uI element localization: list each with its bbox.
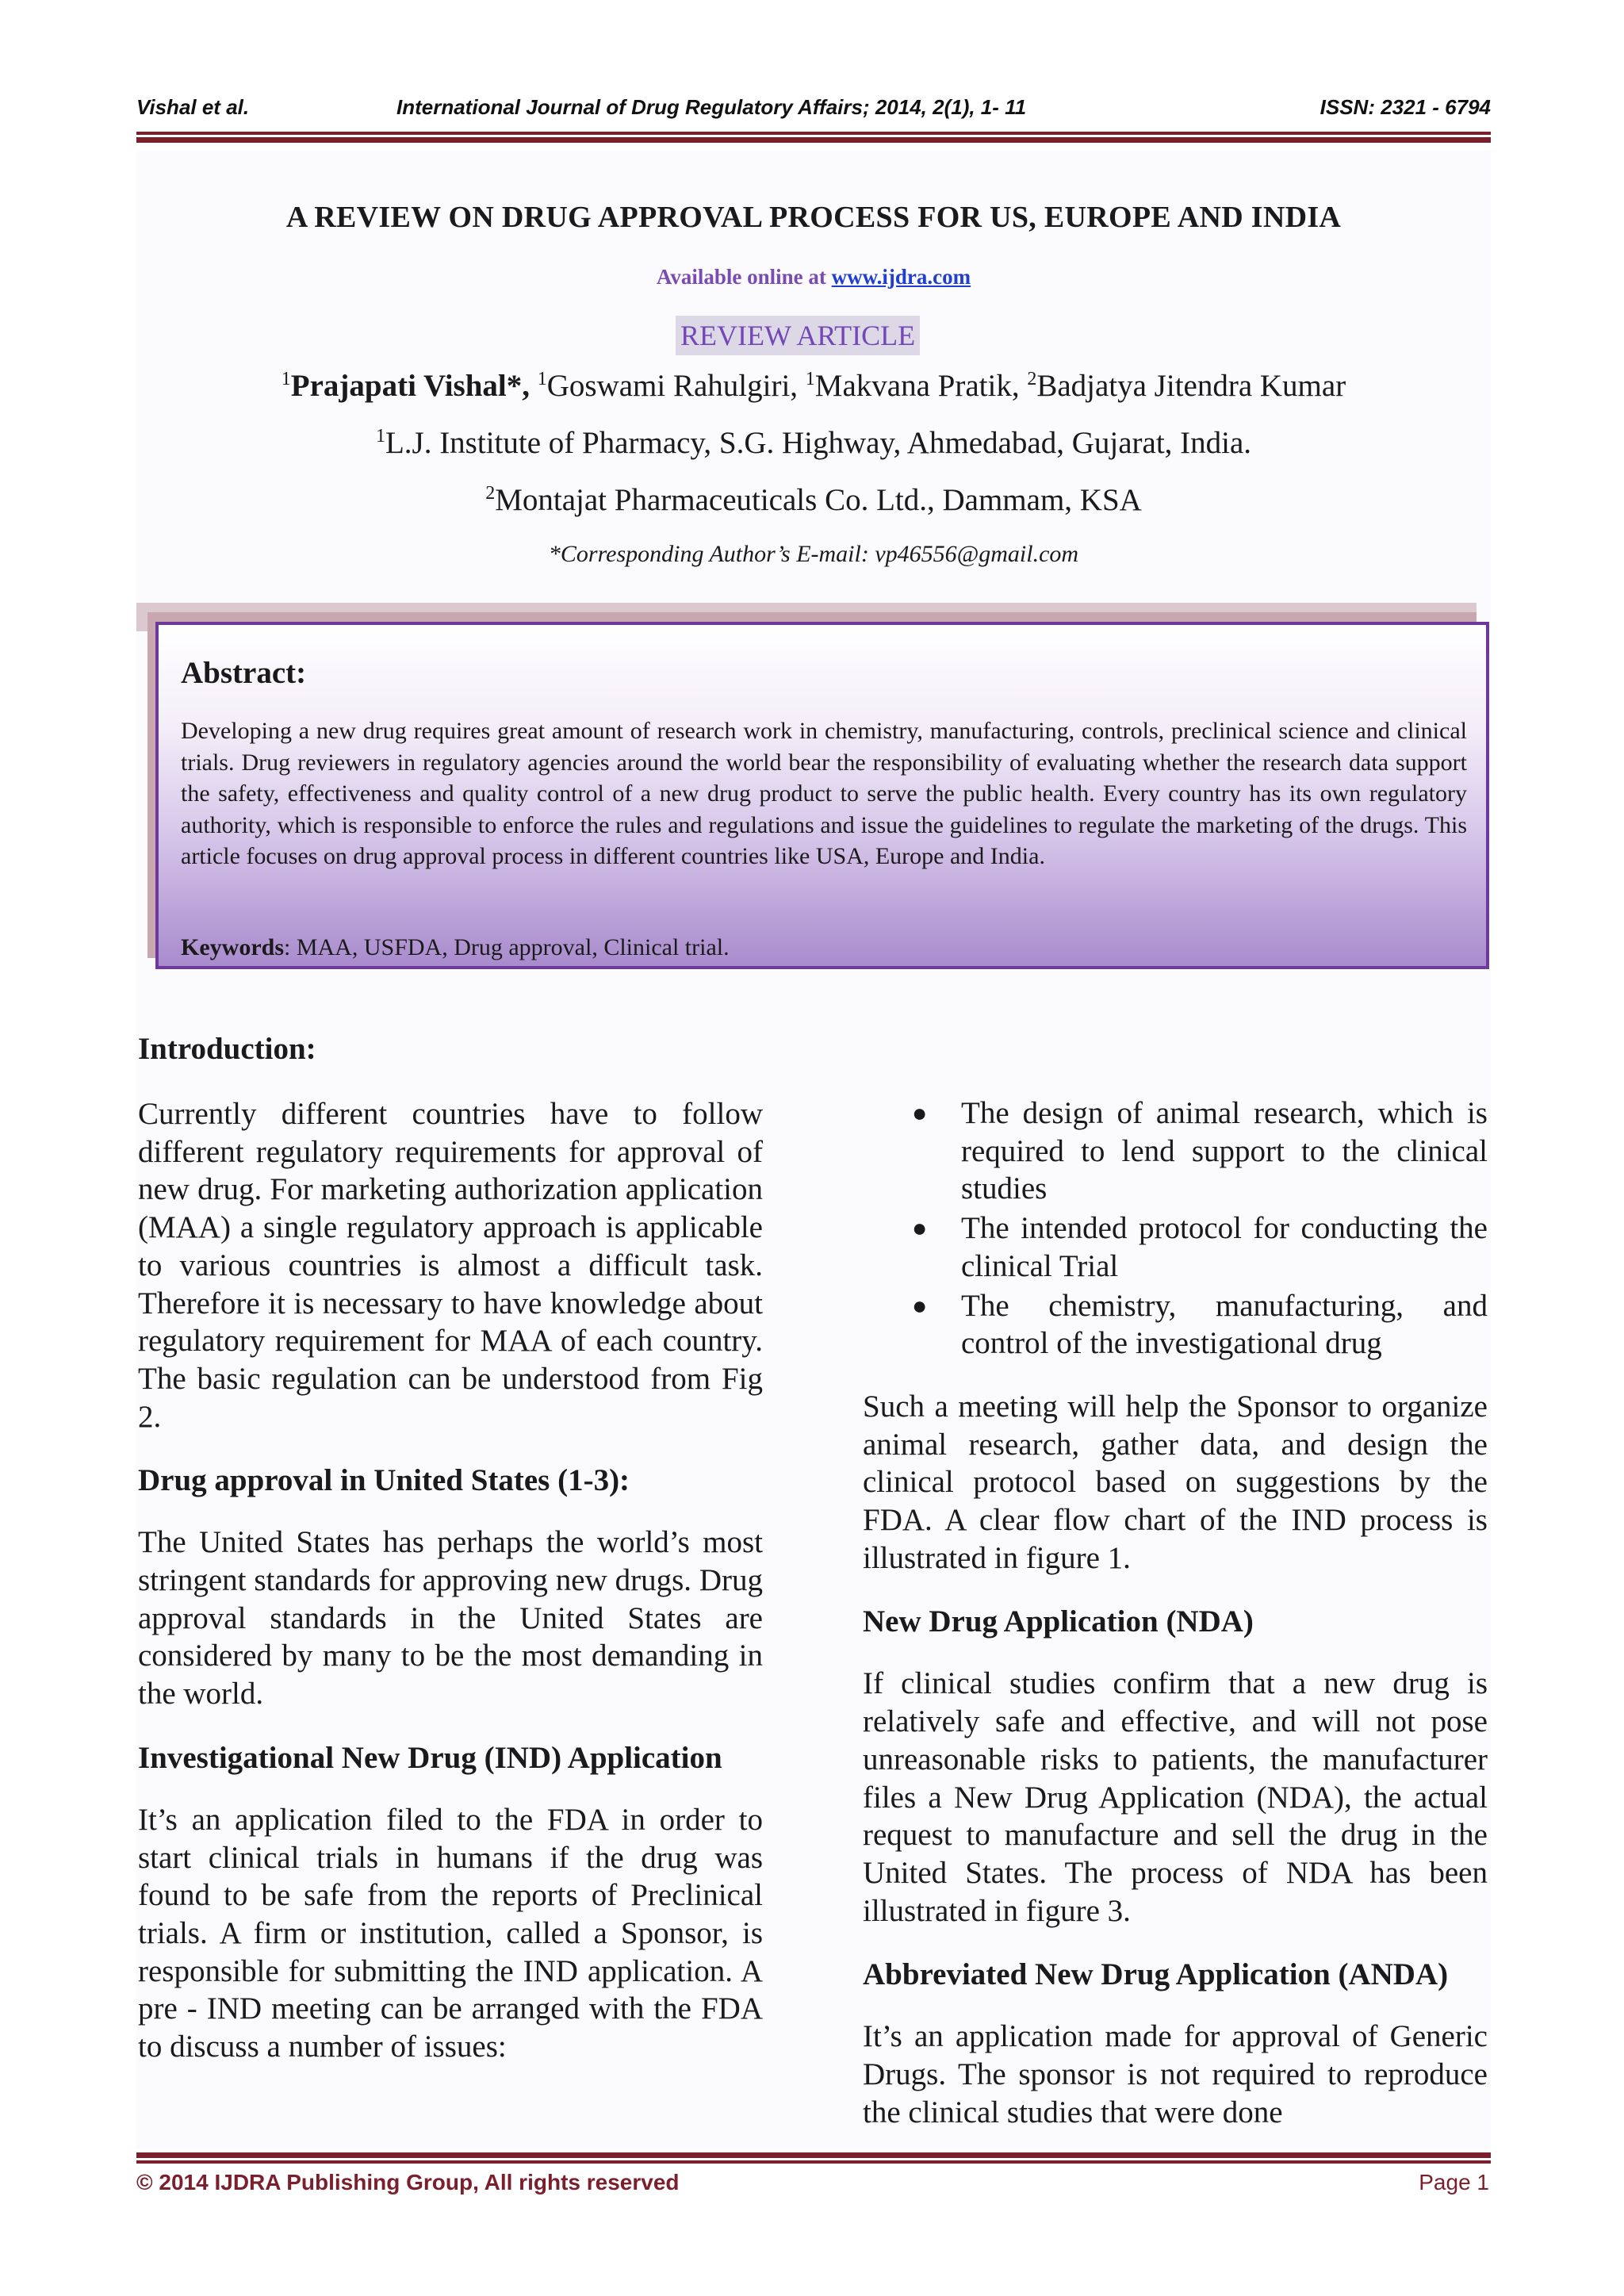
header-issn: ISSN: 2321 - 6794 <box>1320 95 1491 119</box>
abstract-text: Developing a new drug requires great amount of research work in chemistry, manufacturing, controls, preclinical science and clinical trials. Drug reviewers in regulatory agencies around the world bear the responsibility of evaluating whether the research data support the safety, effectiveness and quality control of a new drug product to serve the public health. Every country has its own regulatory authority, which is responsible to enforce the rules and regulations and issue the guidelines to regulate the marketing of the drugs. This article focuses on drug approval process in different countries like USA, Europe and India. <box>181 718 1467 869</box>
keywords-values: : MAA, USFDA, Drug approval, Clinical trial. <box>284 934 730 960</box>
meeting-paragraph: Such a meeting will help the Sponsor to organize animal research, gather data, and design the clinical protocol based on suggestions by the FDA. A clear flow chart of the IND process is illustrated in figure 1. <box>863 1389 1488 1575</box>
anda-heading: Abbreviated New Drug Application (ANDA) <box>863 1957 1449 1992</box>
journal-link[interactable]: www.ijdra.com <box>831 265 971 289</box>
author-1-affil: 1 <box>281 369 291 389</box>
author-list <box>136 368 1491 404</box>
list-item: ● The chemistry, manufacturing, and control of the investigational drug <box>912 1288 1488 1361</box>
affiliation-2-number: 2 <box>485 483 496 504</box>
ind-paragraph: It’s an application filed to the FDA in order to start clinical trials in humans if the drug was found to be safe from the reports of Preclinical trials. A firm or institution, called a Sponsor, is responsible for submitting the IND application. A pre - IND meeting can be arranged with the FDA to discuss a number of issues: <box>138 1802 763 2064</box>
left-column <box>138 1031 763 2066</box>
header-rule-thick <box>136 137 1491 143</box>
bullet-icon: ● <box>912 1290 928 1320</box>
availability-line <box>136 265 1491 289</box>
affiliation-1-number: 1 <box>375 426 385 447</box>
anda-paragraph: It’s an application made for approval of Generic Drugs. The sponsor is not required to reproduce the clinical studies that were done <box>863 2019 1488 2129</box>
introduction-paragraph: Currently different countries have to follow different regulatory requirements for approval of new drug. For marketing authorization application (MAA) a single regulatory approach is applicable to various countries is almost a difficult task. Therefore it is necessary to have knowledge about regulatory requirement for MAA of each country. The basic regulation can be understood from Fig 2. <box>138 1097 763 1434</box>
availability-prefix: Available online at <box>656 265 832 289</box>
author-3: Makvana Pratik, <box>814 369 1020 403</box>
header-authors: Vishal et al. <box>136 95 250 119</box>
bullet-icon: ● <box>912 1098 928 1127</box>
corresponding-author: *Corresponding Author’s E-mail: vp46556@gmail.com <box>548 541 1079 567</box>
list-item: ● The design of animal research, which is required to lend support to the clinical studies <box>912 1096 1488 1206</box>
keywords-line <box>181 934 730 961</box>
abstract-box <box>155 622 1489 969</box>
nda-paragraph: If clinical studies confirm that a new drug is relatively safe and effective, and will not pose unreasonable risks to patients, the manufacturer files a New Drug Application (NDA), the actual request to manufacture and sell the drug in the United States. The process of NDA has been illustrated in figure 3. <box>863 1666 1488 1928</box>
introduction-heading: Introduction: <box>138 1032 316 1066</box>
right-column <box>863 1094 1488 2131</box>
affiliation-1-text: L.J. Institute of Pharmacy, S.G. Highway, Ahmedabad, Gujarat, India. <box>385 426 1252 460</box>
affiliation-2-text: Montajat Pharmaceuticals Co. Ltd., Dammam, KSA <box>495 483 1142 517</box>
affiliation-1 <box>136 425 1491 461</box>
page-number: Page 1 <box>1419 2170 1489 2194</box>
ind-heading: Investigational New Drug (IND) Application <box>138 1740 722 1775</box>
article-type-badge: REVIEW ARTICLE <box>676 316 920 355</box>
footer-rule-thick <box>136 2152 1491 2158</box>
list-item: ● The intended protocol for conducting the clinical Trial <box>912 1211 1488 1283</box>
abstract-heading: Abstract: <box>181 656 307 690</box>
affiliation-2 <box>136 482 1491 518</box>
keywords-label: Keywords <box>181 934 284 960</box>
author-4: Badjatya Jitendra Kumar <box>1036 369 1346 403</box>
author-3-affil: 1 <box>805 369 815 389</box>
us-approval-paragraph: The United States has perhaps the world’s most stringent standards for approving new drugs. Drug approval standards in the United States are considered by many to be the most demanding in the world. <box>138 1525 763 1711</box>
article-title: A REVIEW ON DRUG APPROVAL PROCESS FOR US, EUROPE AND INDIA <box>285 201 1342 234</box>
us-approval-heading: Drug approval in United States (1-3): <box>138 1463 630 1498</box>
author-2-affil: 1 <box>537 369 547 389</box>
header-journal: International Journal of Drug Regulatory Affairs; 2014, 2(1), 1- 11 <box>396 95 1027 119</box>
footer-copyright: © 2014 IJDRA Publishing Group, All rights reserved <box>136 2170 680 2194</box>
footer-rule <box>136 2160 1491 2164</box>
pre-ind-issues-list <box>863 1094 1488 1363</box>
author-1: Prajapati Vishal*, <box>290 369 530 403</box>
nda-heading: New Drug Application (NDA) <box>863 1604 1254 1639</box>
header-rule <box>136 132 1491 135</box>
author-2: Goswami Rahulgiri, <box>546 369 799 403</box>
bullet-icon: ● <box>912 1213 928 1243</box>
author-4-affil: 2 <box>1027 369 1037 389</box>
